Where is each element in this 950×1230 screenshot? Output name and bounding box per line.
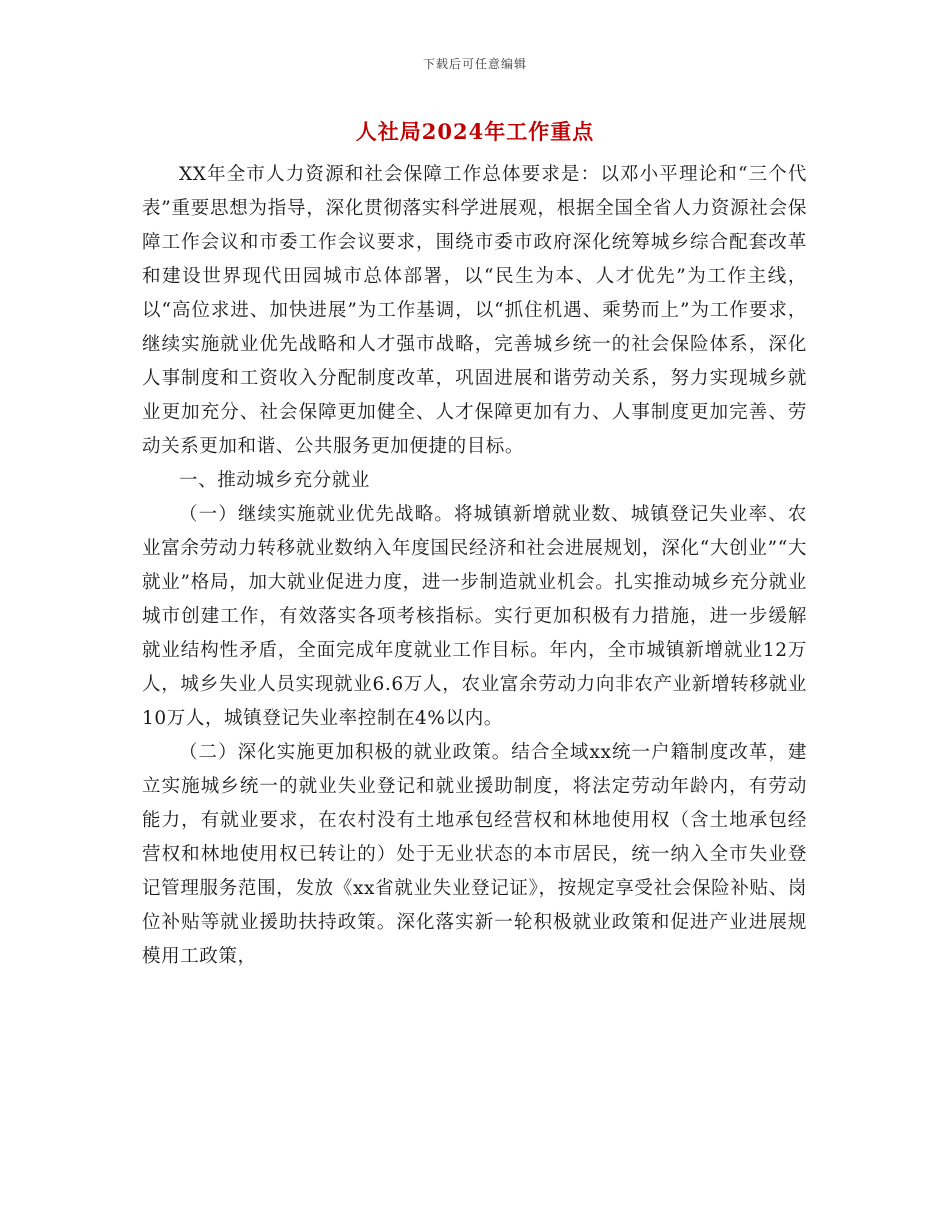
paragraph-intro: XX年全市人力资源和社会保障工作总体要求是：以邓小平理论和“三个代表”重要思想为指导，深化贯彻落实科学进展观，根据全国全省人力资源社会保障工作会议和市委工作会议要求，围绕市委市政府深化统筹城乡综合配套改革和建设世界现代田园城市总体部署，以“民生为本、人才优先”为工作主线，以“高位求进、加快进展”为工作基调，以“抓住机遇、乘势而上”为工作要求，继续实施就业优先战略和人才强市战略，完善城乡统一的社会保险体系，深化人事制度和工资收入分配制度改革，巩固进展和谐劳动关系，努力实现城乡就业更加充分、社会保障更加健全、人才保障更加有力、人事制度更加完善、劳动关系更加和谐、公共服务更加便捷的目标。 xyxy=(142,164,807,457)
paragraph-item-2: （二）深化实施更加积极的就业政策。结合全域xx统一户籍制度改革，建立实施城乡统一的就业失业登记和就业援助制度，将法定劳动年龄内，有劳动能力，有就业要求，在农村没有土地承包经营权和林地使用权（含土地承包经营权和林地使用权已转让的）处于无业状态的本市居民，统一纳入全市失业登记管理服务范围，发放《xx省就业失业登记证》，按规定享受社会保险补贴、岗位补贴等就业援助扶持政策。深化落实新一轮积极就业政策和促进产业进展规模用工政策， xyxy=(142,742,807,967)
document-body xyxy=(142,158,807,974)
section-heading-1: 一、推动城乡充分就业 xyxy=(179,470,371,491)
document-title: 人社局2024年工作重点 xyxy=(355,119,595,144)
page-header-note: 下载后可任意编辑 xyxy=(422,57,527,71)
paragraph-item-1: （一）继续实施就业优先战略。将城镇新增就业数、城镇登记失业率、农业富余劳动力转移就业数纳入年度国民经济和社会进展规划，深化“大创业”“大就业”格局，加大就业促进力度，进一步制造就业机会。扎实推动城乡充分就业城市创建工作，有效落实各项考核指标。实行更加积极有力措施，进一步缓解就业结构性矛盾，全面完成年度就业工作目标。年内，全市城镇新增就业12万人，城乡失业人员实现就业6.6万人，农业富余劳动力向非农产业新增转移就业10万人，城镇登记失业率控制在4%以内。 xyxy=(142,504,807,729)
